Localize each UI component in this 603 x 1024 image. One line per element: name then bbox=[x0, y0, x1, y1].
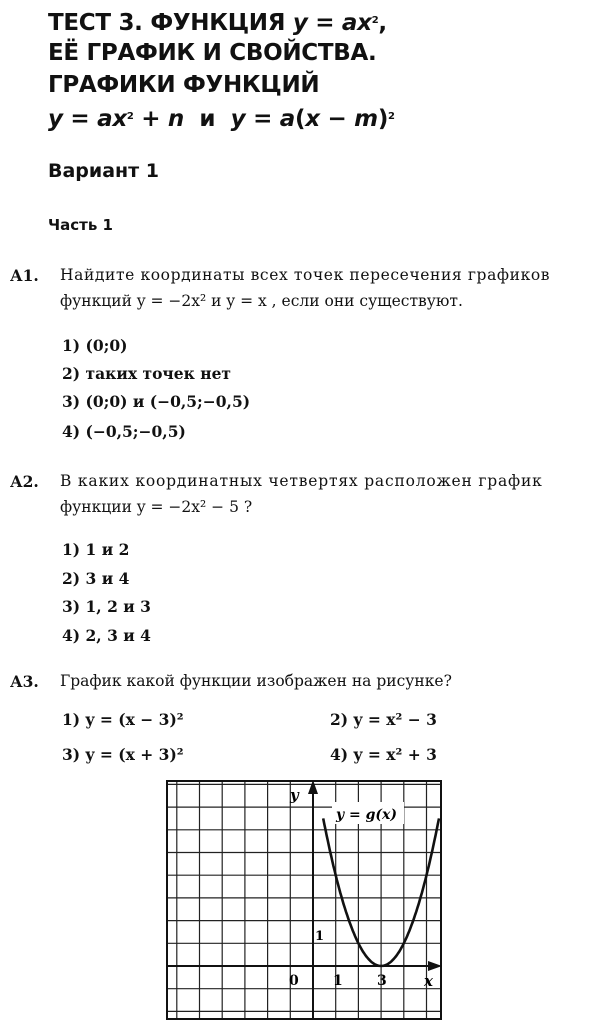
y-axis-arrow bbox=[308, 780, 318, 794]
origin-label: 0 bbox=[289, 973, 299, 989]
question-text: функций y = −2x² и y = x , если они существуют. bbox=[60, 292, 463, 310]
question-text: График какой функции изображен на рисунке? bbox=[60, 672, 452, 690]
variant-heading: Вариант 1 bbox=[48, 160, 160, 182]
answer-option[interactable]: 3) (0;0) и (−0,5;−0,5) bbox=[62, 392, 251, 411]
function-graph bbox=[166, 780, 442, 1020]
title-line-2: ЕЁ ГРАФИК И СВОЙСТВА. bbox=[48, 40, 377, 66]
x-tick-label-3: 3 bbox=[377, 973, 387, 989]
answer-option[interactable]: 4) 2, 3 и 4 bbox=[62, 626, 151, 645]
question-text: функции y = −2x² − 5 ? bbox=[60, 498, 253, 516]
answer-option[interactable]: 2) таких точек нет bbox=[62, 364, 232, 383]
x-axis-arrow bbox=[428, 961, 442, 971]
title-line-3: ГРАФИКИ ФУНКЦИЙ bbox=[48, 72, 320, 98]
answer-option[interactable]: 1) y = (x − 3)² bbox=[62, 710, 184, 729]
answer-option[interactable]: 3) y = (x + 3)² bbox=[62, 745, 184, 764]
y-axis-label: y bbox=[290, 786, 299, 804]
x-tick-label-1: 1 bbox=[333, 973, 343, 989]
answer-option[interactable]: 1) 1 и 2 bbox=[62, 540, 130, 559]
func-label: y = g(x) bbox=[336, 807, 397, 823]
answer-option[interactable]: 2) y = x² − 3 bbox=[330, 710, 437, 729]
answer-option[interactable]: 4) (−0,5;−0,5) bbox=[62, 422, 186, 441]
question-text: Найдите координаты всех точек пересечения графиков bbox=[60, 266, 551, 284]
answer-option[interactable]: 4) y = x² + 3 bbox=[330, 745, 437, 764]
title-line-4: $y = ax^2 + n$ и $y = a(x - m)^2$ bbox=[48, 106, 395, 132]
question-number: А2. bbox=[10, 472, 39, 491]
question-text: В каких координатных четвертях расположен график bbox=[60, 472, 543, 490]
question-number: А3. bbox=[10, 672, 39, 691]
part-heading: Часть 1 bbox=[48, 216, 113, 234]
y-tick-label-1: 1 bbox=[315, 929, 325, 944]
answer-option[interactable]: 3) 1, 2 и 3 bbox=[62, 597, 151, 616]
x-axis-label: x bbox=[424, 972, 433, 990]
question-number: А1. bbox=[10, 266, 39, 285]
answer-option[interactable]: 1) (0;0) bbox=[62, 336, 128, 355]
title-line-1: ТЕСТ 3. ФУНКЦИЯ $y = ax^2$, bbox=[48, 10, 387, 36]
answer-option[interactable]: 2) 3 и 4 bbox=[62, 569, 130, 588]
